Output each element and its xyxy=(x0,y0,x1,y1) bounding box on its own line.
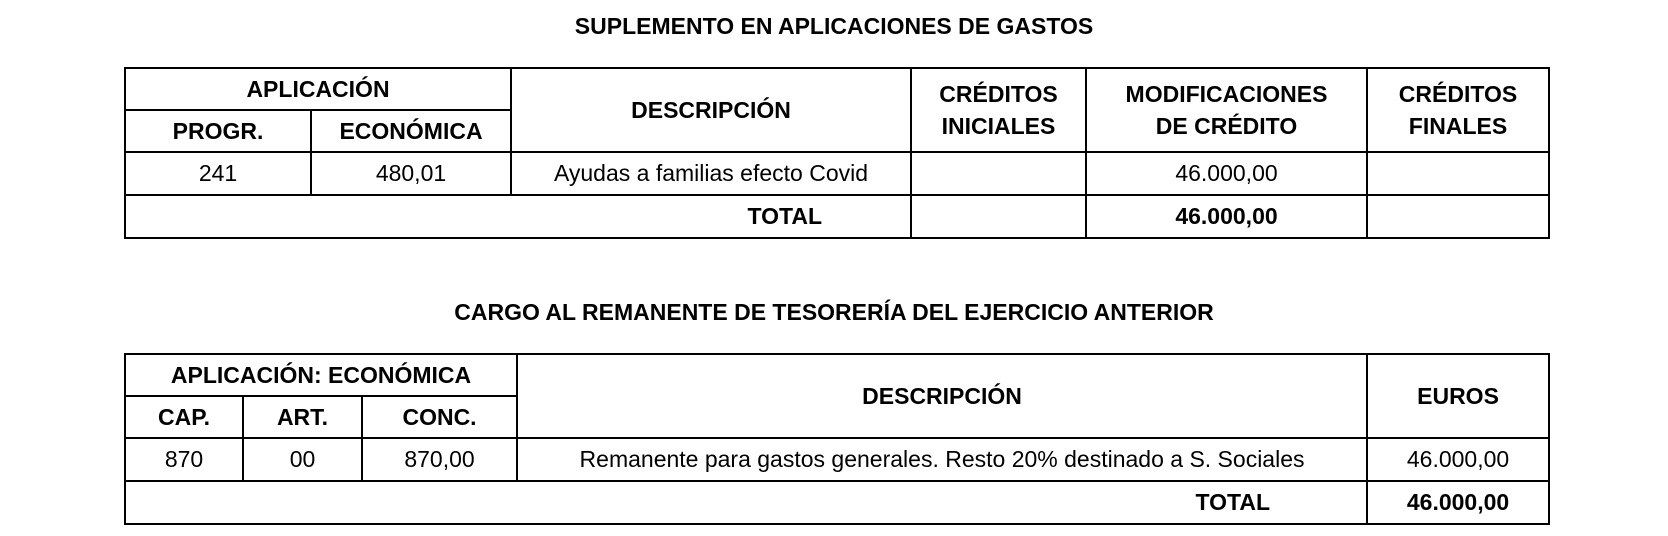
header-modificaciones xyxy=(1086,68,1367,152)
header-aplicacion-economica: APLICACIÓN: ECONÓMICA xyxy=(125,354,517,396)
cell-cap: 870 xyxy=(125,438,243,481)
cell-descripcion: Remanente para gastos generales. Resto 20% destinado a S. Sociales xyxy=(517,438,1367,481)
header-creditos-finales-line1: CRÉDITOS xyxy=(1398,81,1518,107)
header-creditos-iniciales xyxy=(911,68,1086,152)
header-creditos-finales-line2: FINALES xyxy=(1408,113,1508,139)
header-art: ART. xyxy=(243,396,362,438)
cell-conc: 870,00 xyxy=(362,438,517,481)
total-row xyxy=(125,195,1549,238)
total-creditos-finales xyxy=(1367,195,1549,238)
cell-creditos-finales xyxy=(1367,152,1549,195)
table-row xyxy=(125,152,1549,195)
section1-title: SUPLEMENTO EN APLICACIONES DE GASTOS xyxy=(574,13,1094,39)
total-label: TOTAL xyxy=(125,195,911,238)
header-aplicacion: APLICACIÓN xyxy=(125,68,511,110)
header-creditos-finales xyxy=(1367,68,1549,152)
cell-creditos-iniciales xyxy=(911,152,1086,195)
header-modificaciones-line1: MODIFICACIONES xyxy=(1125,81,1328,107)
total-modificaciones: 46.000,00 xyxy=(1086,195,1367,238)
remanente-table xyxy=(124,353,1550,525)
table-row xyxy=(125,438,1549,481)
cell-art: 00 xyxy=(243,438,362,481)
total-creditos-iniciales xyxy=(911,195,1086,238)
section2-title: CARGO AL REMANENTE DE TESORERÍA DEL EJERCICIO ANTERIOR xyxy=(454,299,1214,325)
total-label: TOTAL xyxy=(125,481,1367,524)
header-progr: PROGR. xyxy=(125,110,311,152)
cell-modificaciones: 46.000,00 xyxy=(1086,152,1367,195)
header-euros: EUROS xyxy=(1367,354,1549,438)
header-modificaciones-line2: DE CRÉDITO xyxy=(1155,113,1298,139)
header-creditos-iniciales-line1: CRÉDITOS xyxy=(939,81,1058,107)
cell-progr: 241 xyxy=(125,152,311,195)
cell-euros: 46.000,00 xyxy=(1367,438,1549,481)
gastos-table xyxy=(124,67,1550,239)
cell-economica: 480,01 xyxy=(311,152,511,195)
header-descripcion: DESCRIPCIÓN xyxy=(511,68,911,152)
header-economica: ECONÓMICA xyxy=(311,110,511,152)
header-creditos-iniciales-line2: INICIALES xyxy=(941,113,1056,139)
header-cap: CAP. xyxy=(125,396,243,438)
total-row xyxy=(125,481,1549,524)
header-conc: CONC. xyxy=(362,396,517,438)
cell-descripcion: Ayudas a familias efecto Covid xyxy=(511,152,911,195)
header-descripcion: DESCRIPCIÓN xyxy=(517,354,1367,438)
total-euros: 46.000,00 xyxy=(1367,481,1549,524)
